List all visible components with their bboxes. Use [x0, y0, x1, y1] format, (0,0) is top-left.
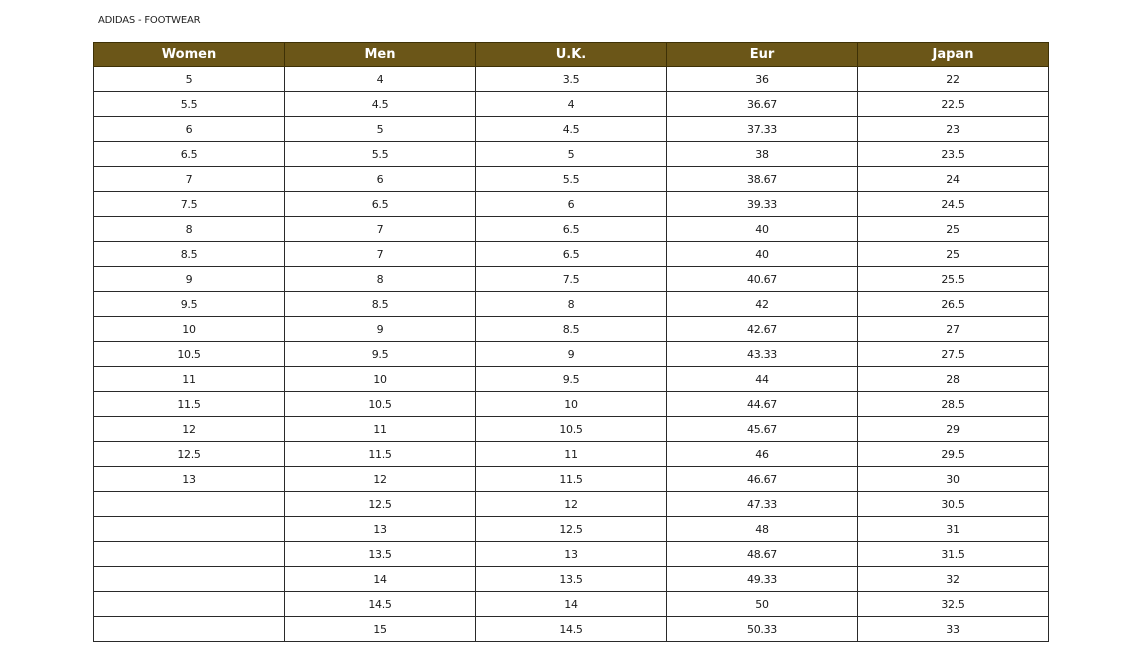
cell-eur: 47.33	[667, 492, 858, 517]
cell-women: 8	[94, 217, 285, 242]
cell-uk: 10.5	[476, 417, 667, 442]
cell-women: 13	[94, 467, 285, 492]
cell-uk: 4.5	[476, 117, 667, 142]
cell-uk: 9	[476, 342, 667, 367]
cell-uk: 5.5	[476, 167, 667, 192]
cell-japan: 23.5	[858, 142, 1049, 167]
cell-women: 9.5	[94, 292, 285, 317]
column-header-eur: Eur	[667, 43, 858, 67]
cell-women	[94, 617, 285, 642]
cell-women: 7	[94, 167, 285, 192]
cell-eur: 50.33	[667, 617, 858, 642]
cell-japan: 25	[858, 217, 1049, 242]
table-row	[94, 617, 1049, 642]
table-row	[94, 317, 1049, 342]
cell-men: 10	[285, 367, 476, 392]
cell-uk: 8	[476, 292, 667, 317]
cell-women: 6	[94, 117, 285, 142]
cell-men: 4	[285, 67, 476, 92]
table-row	[94, 592, 1049, 617]
cell-women: 10.5	[94, 342, 285, 367]
table-row	[94, 267, 1049, 292]
cell-men: 12.5	[285, 492, 476, 517]
cell-japan: 25.5	[858, 267, 1049, 292]
cell-japan: 30	[858, 467, 1049, 492]
cell-uk: 11	[476, 442, 667, 467]
table-row	[94, 142, 1049, 167]
table-row	[94, 92, 1049, 117]
cell-women: 12.5	[94, 442, 285, 467]
cell-uk: 6	[476, 192, 667, 217]
cell-japan: 27	[858, 317, 1049, 342]
cell-japan: 22.5	[858, 92, 1049, 117]
cell-eur: 37.33	[667, 117, 858, 142]
table-row	[94, 367, 1049, 392]
cell-men: 4.5	[285, 92, 476, 117]
cell-uk: 9.5	[476, 367, 667, 392]
cell-women	[94, 567, 285, 592]
cell-men: 7	[285, 217, 476, 242]
table-row	[94, 542, 1049, 567]
header-row	[94, 43, 1049, 67]
cell-men: 7	[285, 242, 476, 267]
cell-eur: 46	[667, 442, 858, 467]
cell-eur: 40.67	[667, 267, 858, 292]
cell-japan: 29.5	[858, 442, 1049, 467]
cell-japan: 28.5	[858, 392, 1049, 417]
cell-uk: 6.5	[476, 217, 667, 242]
cell-eur: 38.67	[667, 167, 858, 192]
table-row	[94, 242, 1049, 267]
cell-men: 10.5	[285, 392, 476, 417]
cell-japan: 27.5	[858, 342, 1049, 367]
cell-men: 14.5	[285, 592, 476, 617]
cell-eur: 38	[667, 142, 858, 167]
table-body	[94, 67, 1049, 642]
cell-japan: 25	[858, 242, 1049, 267]
cell-men: 5.5	[285, 142, 476, 167]
cell-uk: 12.5	[476, 517, 667, 542]
cell-uk: 3.5	[476, 67, 667, 92]
cell-japan: 30.5	[858, 492, 1049, 517]
cell-japan: 32	[858, 567, 1049, 592]
cell-women	[94, 542, 285, 567]
size-chart-table	[93, 42, 1049, 642]
cell-uk: 11.5	[476, 467, 667, 492]
cell-women: 12	[94, 417, 285, 442]
cell-eur: 42.67	[667, 317, 858, 342]
cell-eur: 48	[667, 517, 858, 542]
column-header-women: Women	[94, 43, 285, 67]
cell-women	[94, 492, 285, 517]
table-row	[94, 292, 1049, 317]
cell-men: 6.5	[285, 192, 476, 217]
page-title: ADIDAS - FOOTWEAR	[98, 15, 201, 26]
cell-uk: 12	[476, 492, 667, 517]
table-row	[94, 417, 1049, 442]
column-header-men: Men	[285, 43, 476, 67]
table-row	[94, 567, 1049, 592]
cell-women: 10	[94, 317, 285, 342]
table-row	[94, 192, 1049, 217]
cell-uk: 4	[476, 92, 667, 117]
cell-uk: 8.5	[476, 317, 667, 342]
column-header-japan: Japan	[858, 43, 1049, 67]
cell-eur: 44	[667, 367, 858, 392]
cell-men: 12	[285, 467, 476, 492]
cell-japan: 29	[858, 417, 1049, 442]
cell-women	[94, 592, 285, 617]
cell-eur: 36.67	[667, 92, 858, 117]
cell-eur: 39.33	[667, 192, 858, 217]
cell-women: 6.5	[94, 142, 285, 167]
cell-women: 8.5	[94, 242, 285, 267]
cell-men: 15	[285, 617, 476, 642]
cell-uk: 10	[476, 392, 667, 417]
table-row	[94, 67, 1049, 92]
table-row	[94, 342, 1049, 367]
cell-eur: 36	[667, 67, 858, 92]
table-row	[94, 392, 1049, 417]
cell-japan: 28	[858, 367, 1049, 392]
cell-eur: 40	[667, 217, 858, 242]
cell-women: 7.5	[94, 192, 285, 217]
cell-japan: 23	[858, 117, 1049, 142]
cell-eur: 45.67	[667, 417, 858, 442]
cell-japan: 26.5	[858, 292, 1049, 317]
table-row	[94, 492, 1049, 517]
cell-men: 11.5	[285, 442, 476, 467]
cell-japan: 24	[858, 167, 1049, 192]
cell-women: 11.5	[94, 392, 285, 417]
table-row	[94, 467, 1049, 492]
cell-eur: 42	[667, 292, 858, 317]
cell-women: 5	[94, 67, 285, 92]
table-row	[94, 217, 1049, 242]
cell-uk: 13	[476, 542, 667, 567]
table-row	[94, 442, 1049, 467]
cell-eur: 44.67	[667, 392, 858, 417]
cell-eur: 50	[667, 592, 858, 617]
cell-japan: 24.5	[858, 192, 1049, 217]
cell-women: 11	[94, 367, 285, 392]
cell-uk: 7.5	[476, 267, 667, 292]
cell-japan: 31.5	[858, 542, 1049, 567]
cell-uk: 13.5	[476, 567, 667, 592]
cell-eur: 48.67	[667, 542, 858, 567]
table-row	[94, 167, 1049, 192]
cell-men: 6	[285, 167, 476, 192]
cell-japan: 32.5	[858, 592, 1049, 617]
cell-men: 9.5	[285, 342, 476, 367]
cell-women: 9	[94, 267, 285, 292]
table-row	[94, 117, 1049, 142]
cell-japan: 31	[858, 517, 1049, 542]
cell-men: 11	[285, 417, 476, 442]
cell-japan: 33	[858, 617, 1049, 642]
cell-men: 14	[285, 567, 476, 592]
cell-men: 5	[285, 117, 476, 142]
cell-eur: 49.33	[667, 567, 858, 592]
cell-men: 8	[285, 267, 476, 292]
cell-eur: 43.33	[667, 342, 858, 367]
cell-men: 9	[285, 317, 476, 342]
cell-uk: 6.5	[476, 242, 667, 267]
cell-men: 13	[285, 517, 476, 542]
cell-japan: 22	[858, 67, 1049, 92]
cell-eur: 40	[667, 242, 858, 267]
cell-eur: 46.67	[667, 467, 858, 492]
cell-uk: 14.5	[476, 617, 667, 642]
cell-men: 13.5	[285, 542, 476, 567]
table-row	[94, 517, 1049, 542]
cell-uk: 14	[476, 592, 667, 617]
cell-women: 5.5	[94, 92, 285, 117]
column-header-uk: U.K.	[476, 43, 667, 67]
cell-uk: 5	[476, 142, 667, 167]
cell-men: 8.5	[285, 292, 476, 317]
cell-women	[94, 517, 285, 542]
